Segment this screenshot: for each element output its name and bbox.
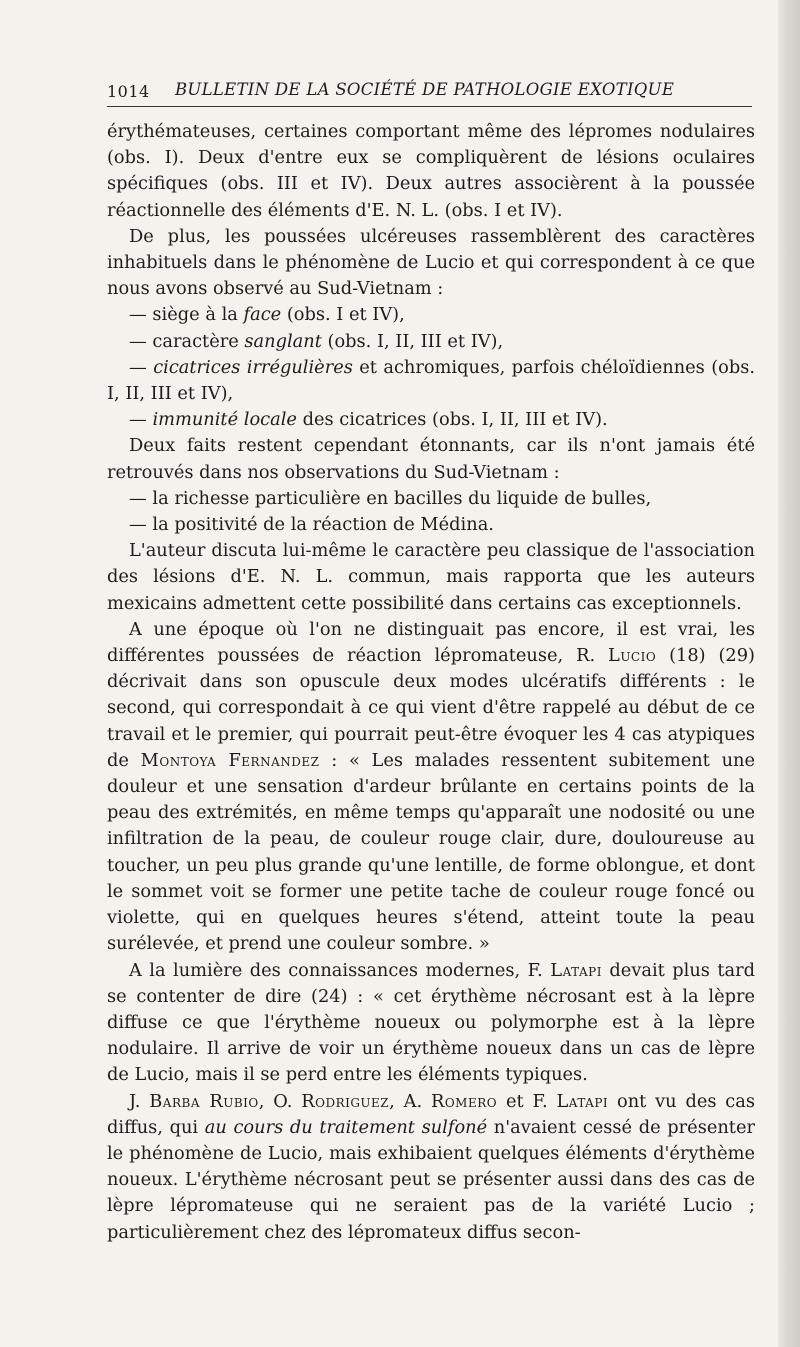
list-item-emphasis: cicatrices irrégulières — [153, 356, 353, 378]
list-item-immunite — [107, 407, 755, 433]
list-item-face — [107, 302, 755, 328]
list-item-text: — — [129, 356, 154, 378]
author-name: Montoya Fernandez — [140, 749, 320, 771]
list-item-text: — — [129, 409, 153, 431]
text-run: n'avaient cessé de présenter le phénomène de Lucio, mais exhibaient quelques éléments d'érythème noueux. L'érythème nécrosant peut se présenter aussi dans des cas de lèpre lépromateuse qui ne seraient pas de la variété Lucio ; particulièrement chez des lépromateux diffus secon- — [107, 1116, 755, 1243]
text-run: A une époque où l'on ne distinguait pas encore, il est vrai, les différentes poussées de réaction lépromateuse, R. — [107, 618, 755, 667]
paragraph-3: Deux faits restent cependant étonnants, car ils n'ont jamais été retrouvés dans nos observations du Sud-Vietnam : — [107, 435, 755, 483]
running-header — [107, 80, 752, 102]
paragraph-7 — [107, 1089, 755, 1246]
paragraph-2: De plus, les poussées ulcéreuses rassemblèrent des caractères inhabituels dans le phénomène de Lucio et qui correspondent à ce que nous avons observé au Sud-Vietnam : — [107, 225, 755, 300]
list-item-text: — siège à la — [129, 304, 244, 326]
paragraph-4: L'auteur discuta lui-même le caractère peu classique de l'association des lésions d'E. N. L. commun, mais rapporta que les auteurs mexicains admettent cette possibilité dans certains cas exceptionnels. — [107, 540, 755, 614]
list-item-medina: — la positivité de la réaction de Médina. — [129, 514, 494, 536]
text-run: (18) (29) décrivait dans son opuscule deux modes ulcératifs différents : le second, qui correspondait à ce qui vient d'être rappelé au début de ce travail et le premier, qui pourrait peut-être évoquer les 4 cas atypiques de — [107, 645, 755, 771]
text-run: , O. — [258, 1090, 302, 1112]
page-number: 1014 — [107, 82, 150, 101]
list-item-bacilles: — la richesse particulière en bacilles du liquide de bulles, — [129, 487, 652, 509]
paragraph-5 — [107, 617, 755, 958]
text-run: A la lumière des connaissances modernes, F. — [129, 959, 551, 981]
list-item-emphasis: immunité locale — [152, 409, 297, 431]
author-name: Barba Rubio — [149, 1090, 259, 1112]
text-run: et F. — [497, 1090, 557, 1112]
author-name: Rodriguez — [301, 1090, 390, 1112]
author-name: Latapi — [556, 1090, 609, 1112]
header-rule — [107, 106, 752, 107]
author-name: Romero — [430, 1090, 498, 1112]
text-run: devait plus tard se contenter de dire (24) : « cet érythème nécrosant est à la lèpre diffuse ce que l'érythème noueux ou polymorphe est à la lèpre nodulaire. Il arrive de voir un érythème noueux dans un cas de lèpre de Lucio, mais il se perd entre les éléments typiques. — [107, 959, 755, 1086]
body-text — [107, 119, 755, 1246]
list-item-sanglant — [107, 329, 755, 355]
text-run: J. — [129, 1090, 150, 1112]
text-run: , A. — [389, 1090, 431, 1112]
author-name: Latapi — [550, 959, 602, 981]
author-name: Lucio — [608, 645, 657, 667]
emphasis: au cours du traitement sulfoné — [204, 1116, 488, 1138]
list-item-text: et achromiques, parfois chéloïdiennes (obs. I, II, III et IV), — [107, 356, 756, 405]
list-item-text: (obs. I, II, III et IV), — [321, 330, 504, 352]
list-item-emphasis: sanglant — [244, 330, 322, 352]
paragraph-6 — [107, 958, 755, 1089]
paragraph-1: érythémateuses, certaines comportant même des lépromes nodulaires (obs. I). Deux d'entre eux se compliquèrent de lésions oculaires spécifiques (obs. III et IV). Deux autres associèrent à la poussée réactionnelle des éléments d'E. N. L. (obs. I et IV). — [107, 121, 755, 221]
list-item-text: (obs. I et IV), — [281, 304, 405, 326]
text-run: ont vu des cas diffus, qui — [107, 1090, 755, 1138]
running-title: BULLETIN DE LA SOCIÉTÉ DE PATHOLOGIE EXOTIQUE — [175, 80, 675, 99]
list-item-emphasis: face — [243, 304, 282, 326]
list-item-cicatrices — [107, 355, 755, 407]
list-item-text: des cicatrices (obs. I, II, III et IV). — [296, 409, 608, 431]
list-item-text: — caractère — [129, 330, 245, 352]
page-edge-shadow — [778, 0, 800, 1347]
text-run: : « Les malades ressentent subitement une douleur et une sensation d'ardeur brûlante en certains points de la peau des extrémités, en même temps qu'apparaît une nodosité ou une infiltration de la peau, de couleur rouge clair, dure, douloureuse au toucher, un peu plus grande qu'une lentille, de forme oblongue, et dont le sommet voit se former une petite tache de couleur rouge foncé ou violette, qui en quelques heures s'étend, atteint toute la peau surélevée, et prend une couleur sombre. » — [107, 749, 755, 955]
